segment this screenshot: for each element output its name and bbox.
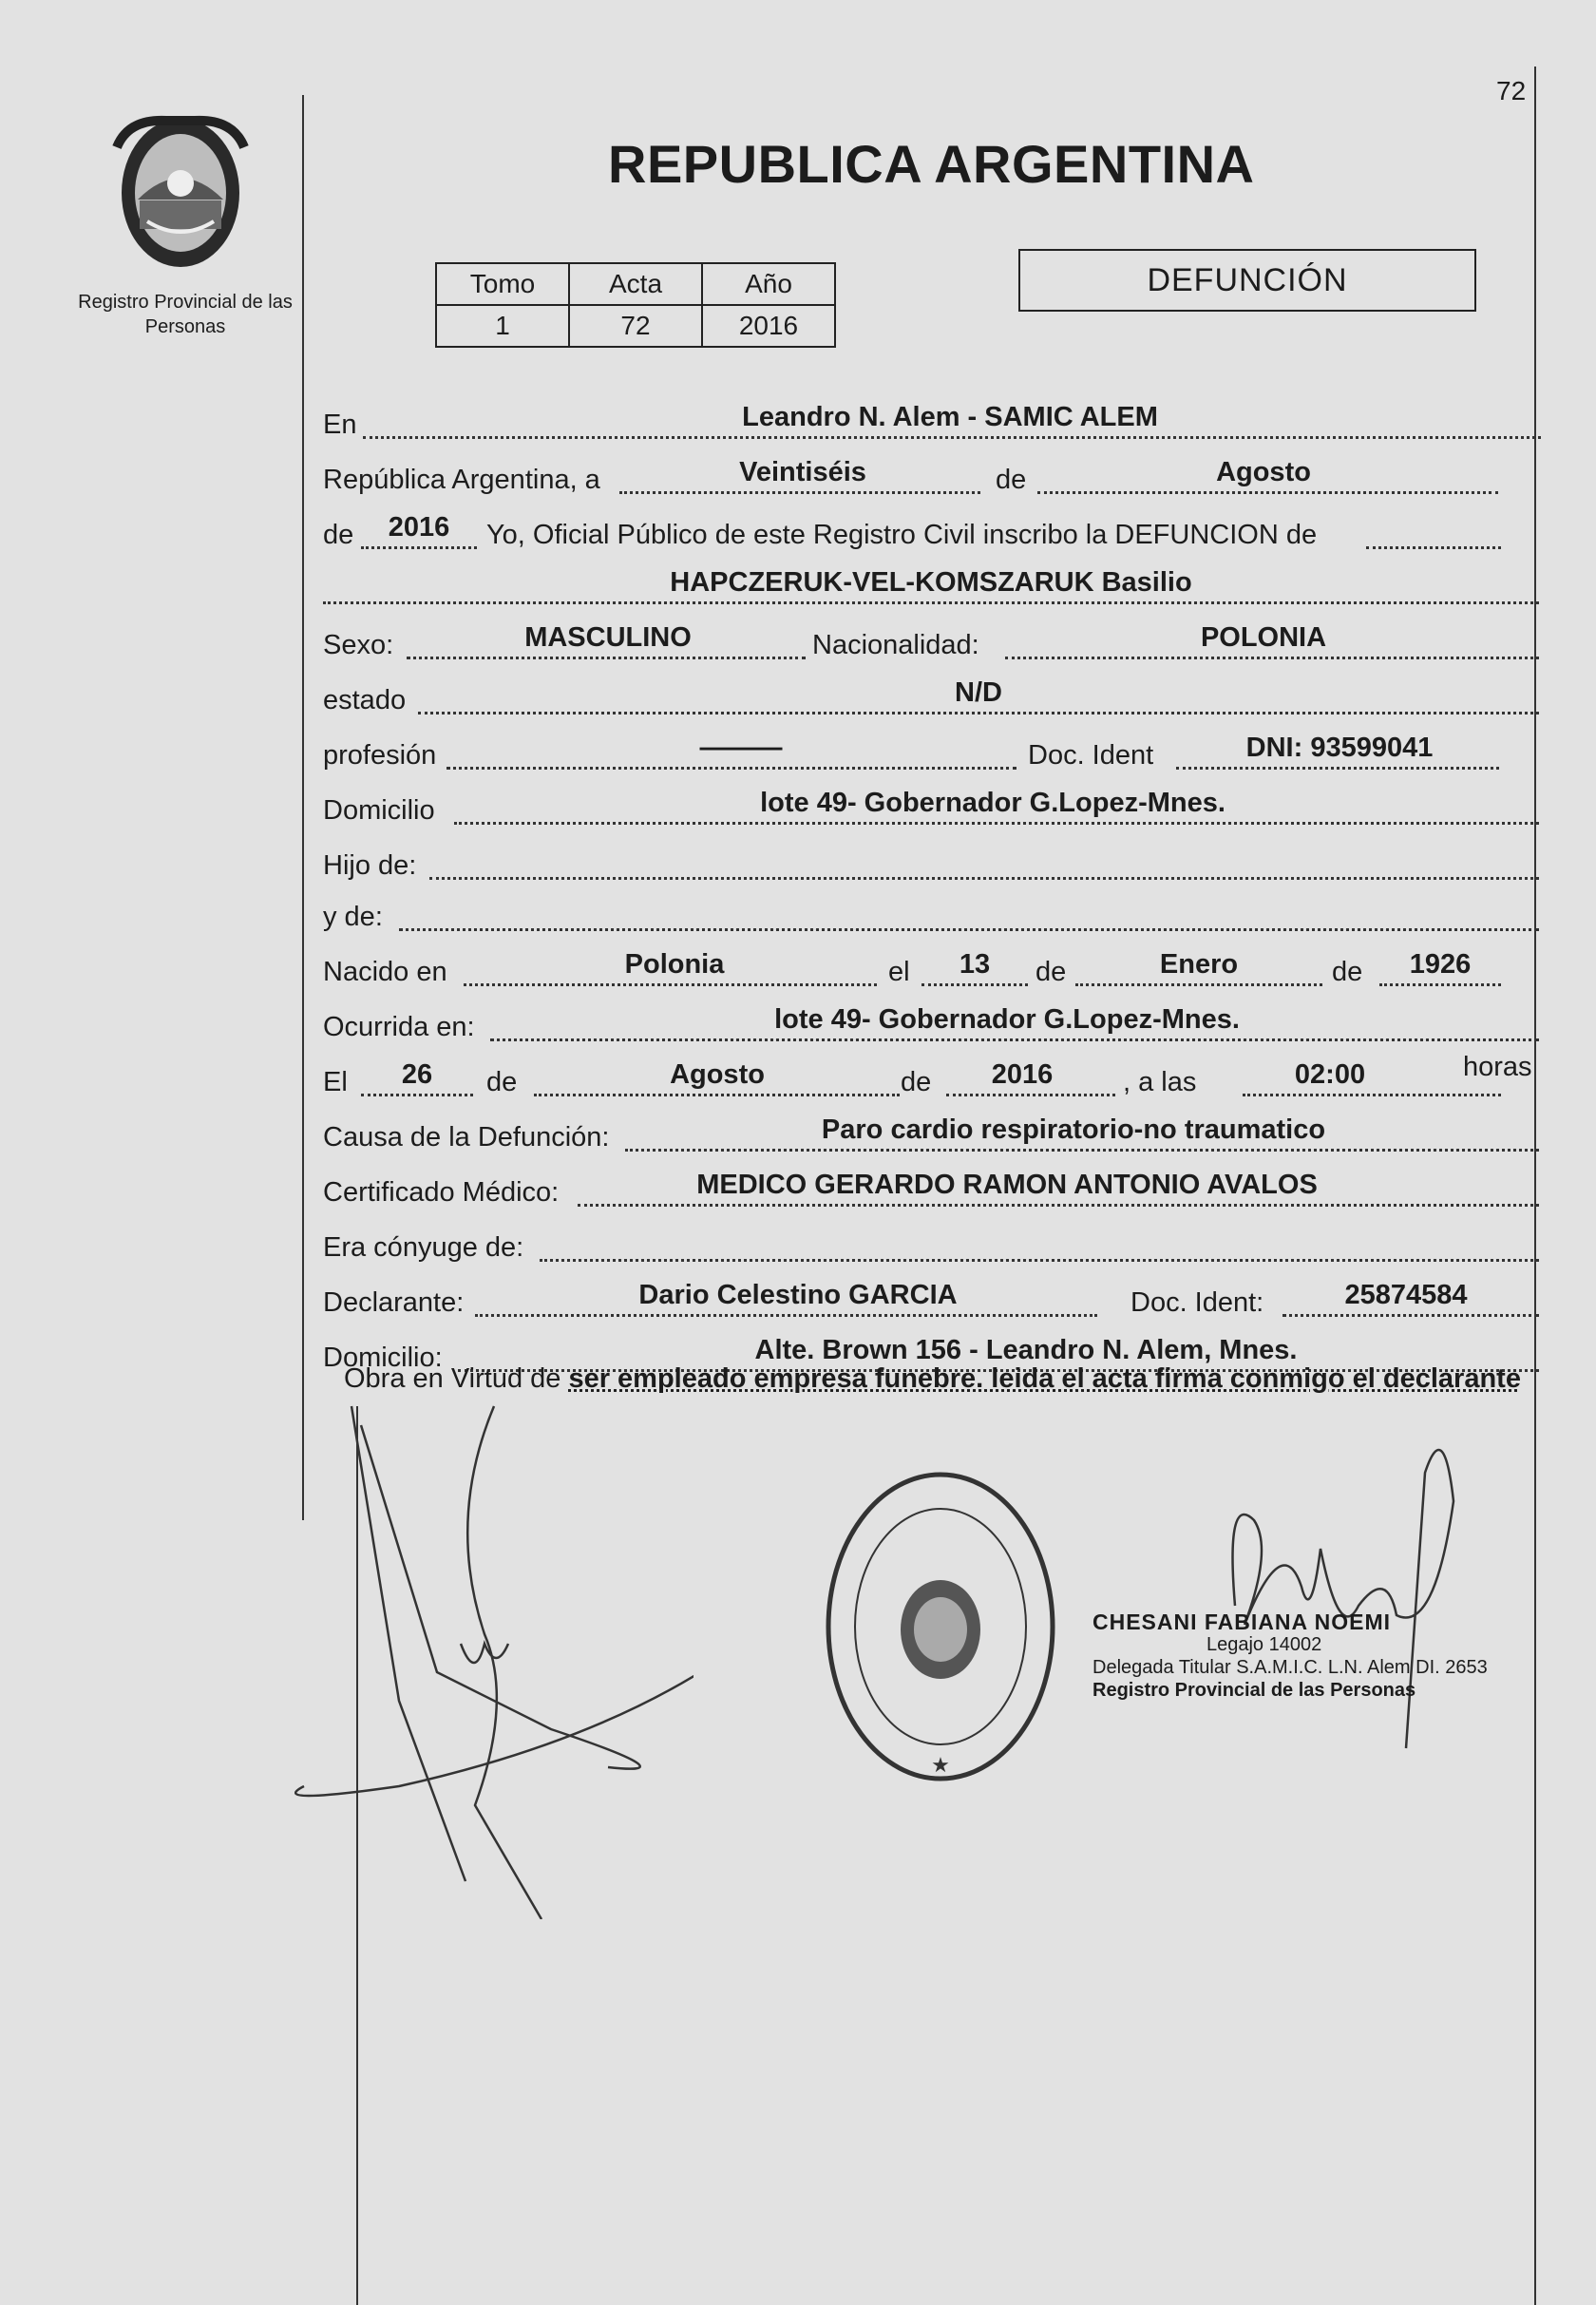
- official-block: [1092, 1610, 1488, 1702]
- en-label: En: [323, 410, 357, 440]
- row-nacido: [323, 946, 1548, 994]
- causa-value: Paro cardio respiratorio-no traumatico: [821, 1114, 1326, 1145]
- anio-header: Año: [702, 263, 835, 305]
- province-seal-logo: [109, 109, 252, 280]
- registry-name: Registro Provincial de las Personas: [78, 292, 293, 337]
- el-label: el: [888, 957, 910, 987]
- profesion-label: profesión: [323, 740, 437, 771]
- record-type-box: DEFUNCIÓN: [1018, 249, 1476, 312]
- estado-value: N/D: [955, 677, 1002, 708]
- profesion-value: ———: [699, 733, 783, 763]
- nacido-lugar-value: Polonia: [624, 949, 725, 980]
- sexo-value: MASCULINO: [524, 622, 692, 653]
- declarante-value: Dario Celestino GARCIA: [638, 1280, 958, 1310]
- row-fecha-defuncion: [323, 1052, 1548, 1104]
- hijo-fill: [429, 839, 1539, 880]
- domicilio2-label: Domicilio:: [323, 1343, 443, 1373]
- conyuge-label: Era cónyuge de:: [323, 1232, 524, 1263]
- obra-label: Obra en Virtud de: [344, 1363, 561, 1394]
- row-sexo: [323, 619, 1548, 667]
- nacido-mes-value: Enero: [1159, 949, 1239, 980]
- acta-value: 72: [569, 305, 702, 347]
- day-words-value: Veintiséis: [739, 457, 866, 487]
- row-causa: [323, 1112, 1548, 1159]
- domicilio2-value: Alte. Brown 156 - Leandro N. Alem, Mnes.: [754, 1335, 1298, 1365]
- official-position: Delegada Titular S.A.M.I.C. L.N. Alem DI. 2653: [1092, 1657, 1488, 1678]
- row-year: [323, 509, 1548, 557]
- nacido-anio-value: 1926: [1409, 949, 1472, 980]
- row-domicilio: [323, 785, 1548, 832]
- el2-label: El: [323, 1067, 348, 1097]
- official-office: Registro Provincial de las Personas: [1092, 1680, 1416, 1701]
- month-value: Agosto: [1216, 457, 1311, 487]
- nacionalidad-value: POLONIA: [1200, 622, 1327, 653]
- domicilio-value: lote 49- Gobernador G.Lopez-Mnes.: [760, 788, 1226, 818]
- official-signature: [1216, 1416, 1463, 1758]
- yo-fill: [1366, 508, 1501, 549]
- official-legajo: Legajo 14002: [1206, 1634, 1322, 1655]
- reference-table: [435, 262, 836, 348]
- row-conyuge: [323, 1222, 1548, 1269]
- deceased-name-value: HAPCZERUK-VEL-KOMSZARUK Basilio: [670, 567, 1192, 598]
- row-declarante: [323, 1277, 1548, 1324]
- causa-label: Causa de la Defunción:: [323, 1122, 610, 1152]
- ocurrida-label: Ocurrida en:: [323, 1012, 475, 1042]
- row-profesion: [323, 730, 1548, 777]
- de-label-6: de: [901, 1067, 932, 1097]
- alas-label: , a las: [1123, 1067, 1197, 1097]
- republica-label: República Argentina, a: [323, 465, 600, 495]
- doc2-label: Doc. Ident:: [1130, 1287, 1264, 1318]
- row-certificado: [323, 1167, 1548, 1214]
- domicilio-label: Domicilio: [323, 795, 435, 826]
- de-label-4: de: [1332, 957, 1363, 987]
- nacionalidad-label: Nacionalidad:: [812, 630, 979, 660]
- row-deceased-name: [323, 564, 1548, 612]
- registry-stamp: [822, 1468, 1059, 1786]
- fall-dia-value: 26: [401, 1059, 433, 1090]
- page-number: 72: [1496, 76, 1527, 105]
- de-label-5: de: [486, 1067, 518, 1097]
- fall-anio-value: 2016: [991, 1059, 1054, 1090]
- estado-label: estado: [323, 685, 407, 715]
- official-name: CHESANI FABIANA NOEMI: [1092, 1610, 1392, 1634]
- reference-value-row: [436, 305, 835, 347]
- yo-text: Yo, Oficial Público de este Registro Civil inscribo la DEFUNCION de: [486, 520, 1318, 550]
- conyuge-fill: [540, 1221, 1539, 1262]
- certificado-label: Certificado Médico:: [323, 1177, 560, 1208]
- acta-header: Acta: [569, 263, 702, 305]
- hijo-label: Hijo de:: [323, 850, 417, 881]
- ocurrida-value: lote 49- Gobernador G.Lopez-Mnes.: [774, 1004, 1240, 1035]
- row-location: [323, 399, 1548, 447]
- svg-text:★: ★: [931, 1754, 950, 1778]
- anio-value: 2016: [702, 305, 835, 347]
- y-de-fill: [399, 890, 1539, 931]
- doc-label: Doc. Ident: [1028, 740, 1154, 771]
- certificado-value: MEDICO GERARDO RAMON ANTONIO AVALOS: [696, 1170, 1318, 1200]
- tomo-header: Tomo: [436, 263, 569, 305]
- nacido-label: Nacido en: [323, 957, 447, 987]
- fall-mes-value: Agosto: [670, 1059, 765, 1090]
- doc2-value: 25874584: [1344, 1280, 1468, 1310]
- tomo-value: 1: [436, 305, 569, 347]
- de-label-3: de: [1036, 957, 1067, 987]
- horas-label: horas: [1463, 1052, 1532, 1082]
- left-margin-line: [302, 95, 304, 1520]
- row-hijo: [323, 840, 1548, 887]
- reference-header-row: [436, 263, 835, 305]
- nacido-dia-value: 13: [959, 949, 991, 980]
- doc-value: DNI: 93599041: [1245, 733, 1434, 763]
- de-label-1: de: [996, 465, 1027, 495]
- row-y-de: [323, 891, 1548, 939]
- location-value: Leandro N. Alem - SAMIC ALEM: [742, 402, 1158, 432]
- declarant-signature: [294, 1387, 694, 1919]
- declarante-label: Declarante:: [323, 1287, 465, 1318]
- page-title: REPUBLICA ARGENTINA: [608, 134, 1255, 194]
- y-de-label: y de:: [323, 902, 383, 932]
- sexo-label: Sexo:: [323, 630, 394, 660]
- fall-hora-value: 02:00: [1294, 1059, 1366, 1090]
- year-value: 2016: [388, 512, 450, 543]
- obra-text: ser empleado empresa funebre. leida el acta firma conmigo el declarante: [568, 1363, 1521, 1394]
- row-ocurrida: [323, 1001, 1548, 1049]
- row-estado: [323, 675, 1548, 722]
- de-label-2: de: [323, 520, 354, 550]
- row-date: [323, 454, 1548, 502]
